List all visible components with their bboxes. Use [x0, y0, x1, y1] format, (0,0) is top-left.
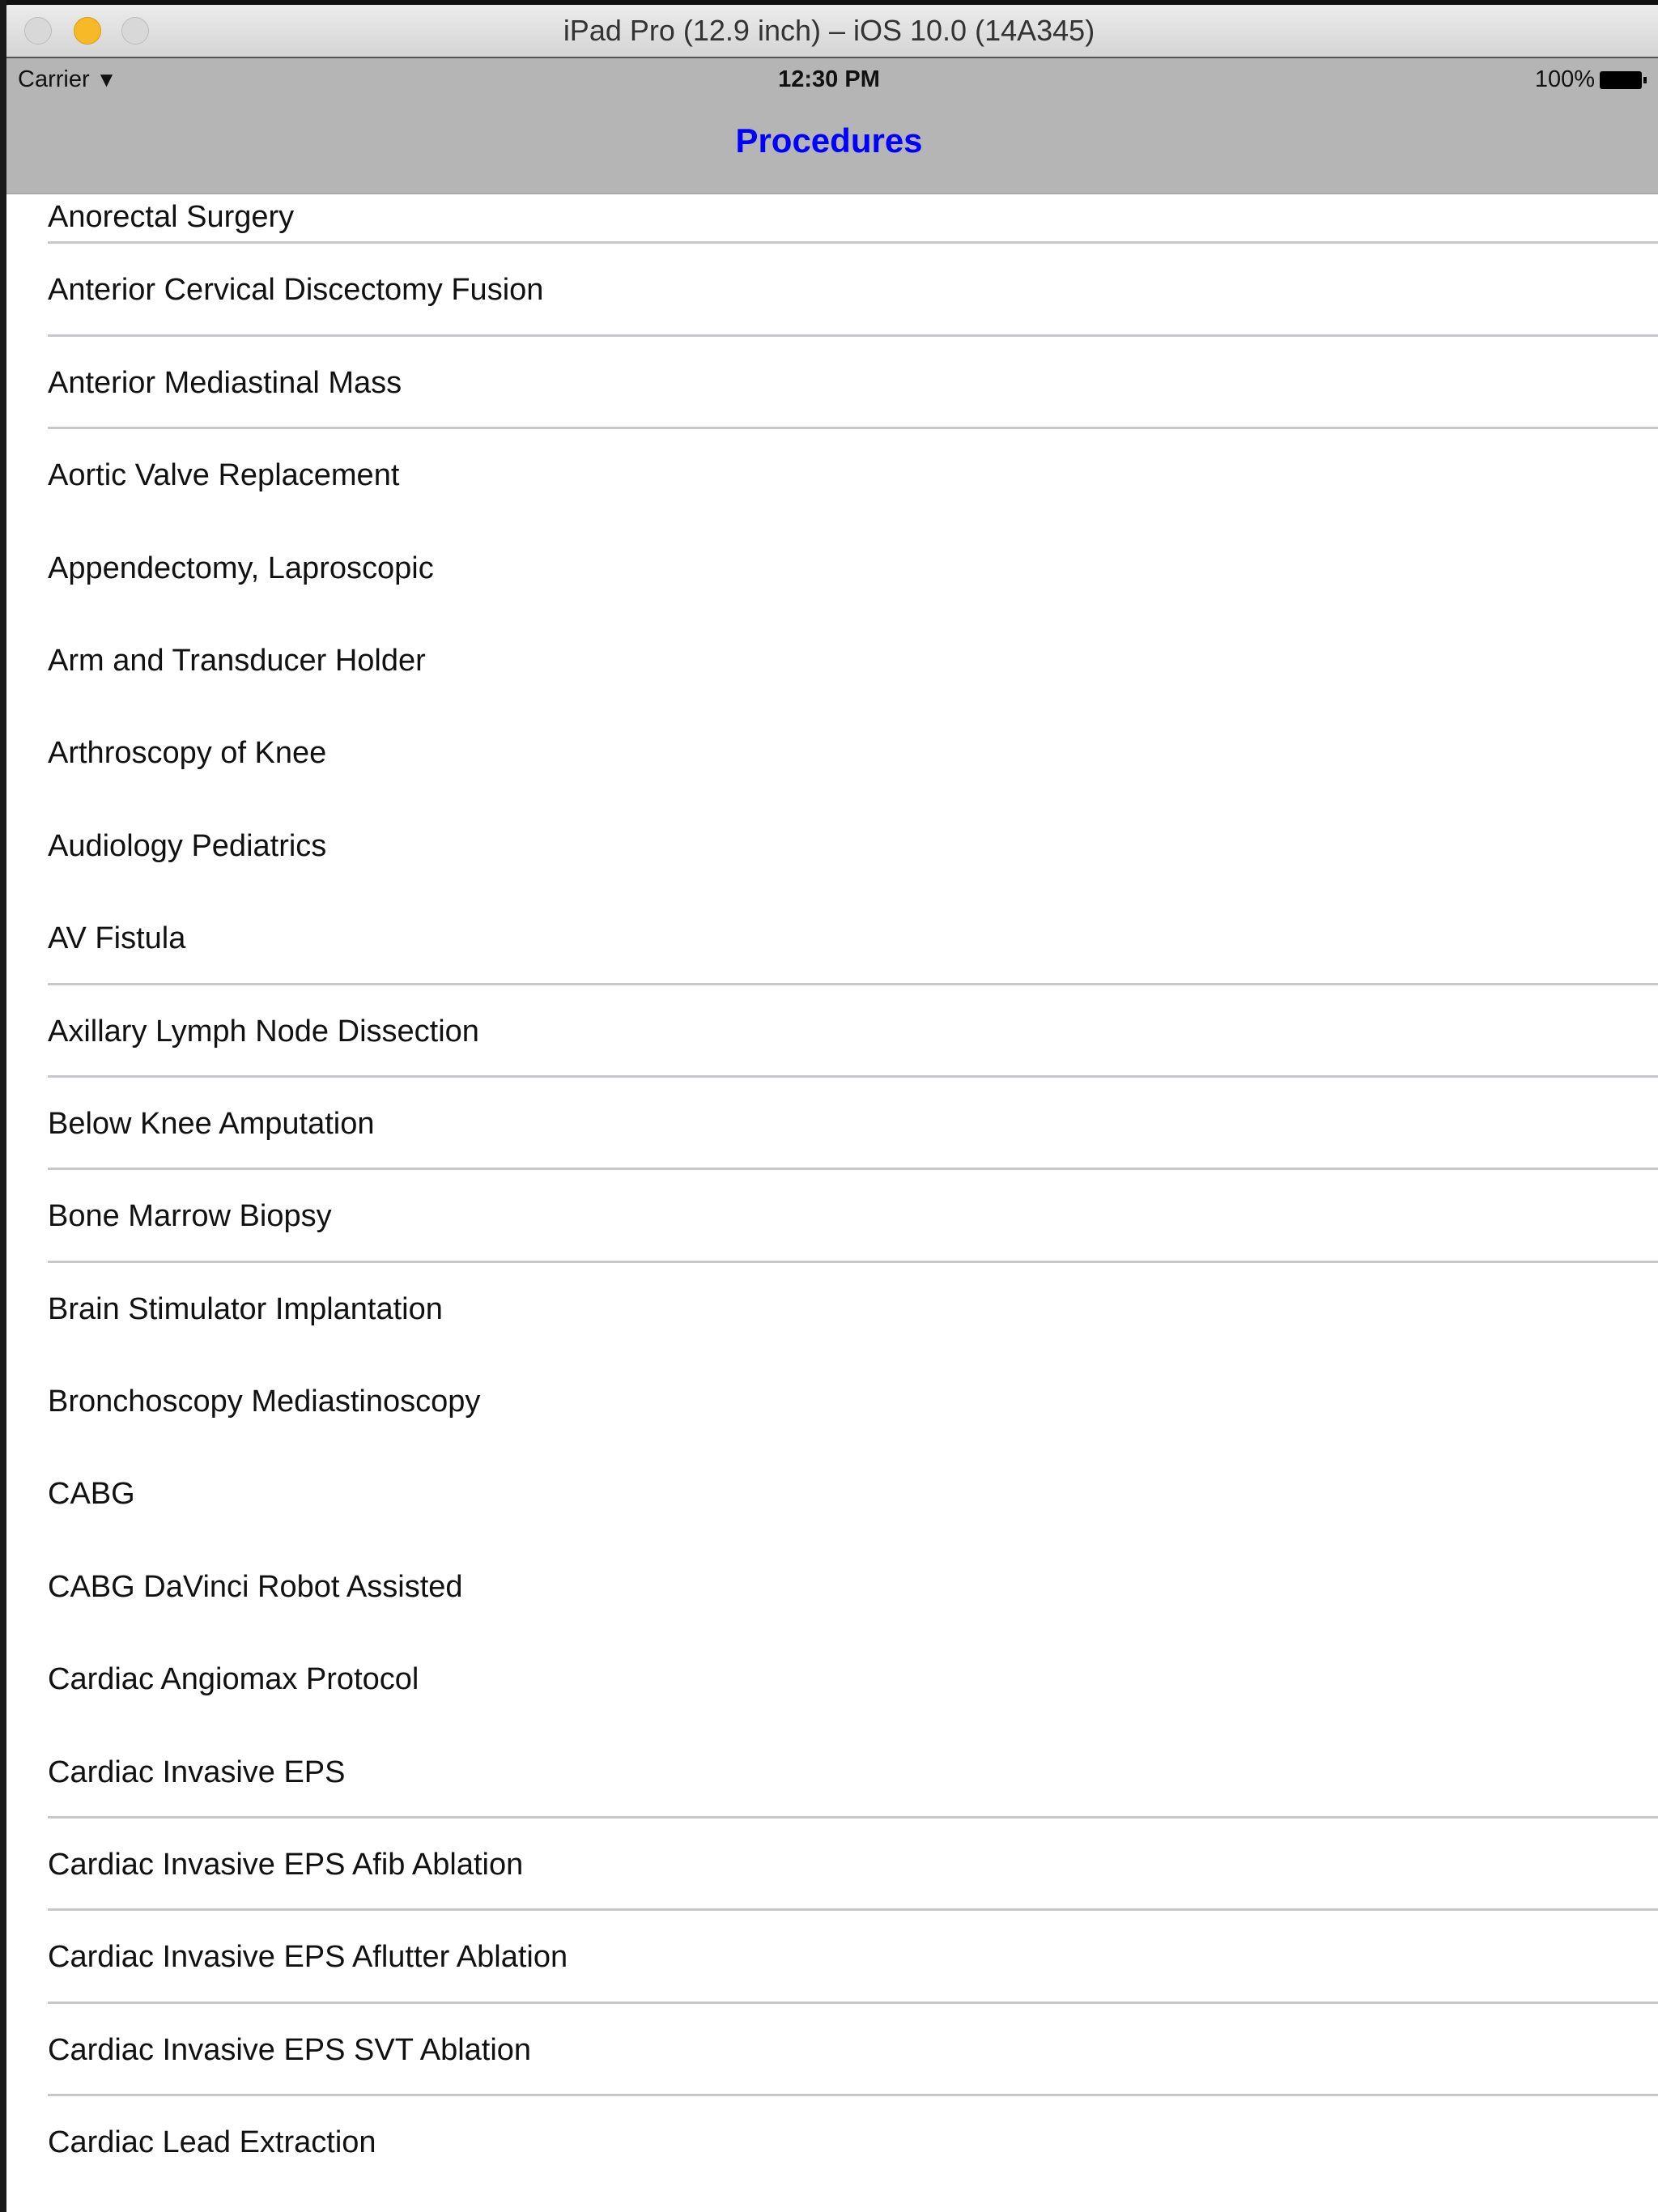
simulator-title-bar	[0, 5, 1658, 58]
status-battery	[1535, 66, 1642, 93]
list-item-label: AV Fistula	[48, 921, 186, 956]
list-item[interactable]	[6, 1819, 1658, 1911]
list-item[interactable]	[6, 337, 1658, 429]
list-item-label: Cardiac Lead Extraction	[48, 2125, 376, 2160]
list-item[interactable]	[6, 2004, 1658, 2096]
battery-percent: 100%	[1534, 66, 1595, 92]
list-item-label: Arthroscopy of Knee	[48, 736, 327, 771]
list-item[interactable]	[6, 1078, 1658, 1170]
window-title: iPad Pro (12.9 inch) – iOS 10.0 (14A345)	[563, 14, 1095, 47]
procedures-list[interactable]	[6, 151, 1658, 2189]
list-item-label: Anterior Mediastinal Mass	[48, 365, 402, 400]
list-item-label: Appendectomy, Laproscopic	[48, 551, 434, 585]
list-item[interactable]	[6, 985, 1658, 1078]
navigation-bar	[0, 58, 1658, 194]
wifi-icon: ▼	[96, 67, 117, 91]
list-item[interactable]	[6, 1448, 1658, 1540]
list-item-label: Cardiac Angiomax Protocol	[48, 1662, 419, 1697]
list-item[interactable]	[6, 429, 1658, 521]
list-item-label: Brain Stimulator Implantation	[48, 1291, 443, 1326]
list-item[interactable]	[6, 1170, 1658, 1262]
list-item-label: Anorectal Surgery	[48, 200, 295, 234]
list-item-label: Cardiac Invasive EPS Afib Ablation	[48, 1848, 524, 1882]
list-item[interactable]	[6, 1263, 1658, 1355]
list-item-label: Cardiac Invasive EPS	[48, 1755, 346, 1789]
list-item-label: Bronchoscopy Mediastinoscopy	[48, 1385, 481, 1419]
list-item[interactable]	[6, 1355, 1658, 1448]
list-item[interactable]	[6, 1633, 1658, 1725]
list-item-label: CABG DaVinci Robot Assisted	[48, 1569, 463, 1604]
list-item[interactable]	[6, 1541, 1658, 1633]
list-item[interactable]	[6, 522, 1658, 615]
list-item-label: Below Knee Amputation	[48, 1106, 375, 1141]
list-item[interactable]	[6, 1911, 1658, 2003]
list-item[interactable]	[6, 707, 1658, 799]
list-item-label: Arm and Transducer Holder	[48, 643, 426, 678]
status-time: 12:30 PM	[778, 66, 880, 92]
list-item-label: Axillary Lymph Node Dissection	[48, 1014, 479, 1049]
list-item[interactable]	[6, 615, 1658, 707]
list-item[interactable]	[6, 2096, 1658, 2189]
list-item-label: Bone Marrow Biopsy	[48, 1199, 332, 1234]
list-item-label: Anterior Cervical Discectomy Fusion	[48, 273, 544, 308]
carrier-label: Carrier	[18, 66, 90, 92]
page-title: Procedures	[735, 121, 923, 160]
list-item-label: Audiology Pediatrics	[48, 828, 327, 863]
list-item[interactable]	[6, 244, 1658, 336]
list-item-label: CABG	[48, 1477, 135, 1512]
list-item-label: Cardiac Invasive EPS Aflutter Ablation	[48, 1940, 568, 1975]
list-item[interactable]	[6, 1726, 1658, 1819]
battery-icon	[1600, 71, 1642, 89]
list-item[interactable]	[6, 892, 1658, 985]
list-item-label: Cardiac Invasive EPS SVT Ablation	[48, 2032, 532, 2067]
list-item-label: Aortic Valve Replacement	[48, 458, 400, 493]
list-item[interactable]	[6, 800, 1658, 892]
window-border	[0, 0, 6, 2212]
